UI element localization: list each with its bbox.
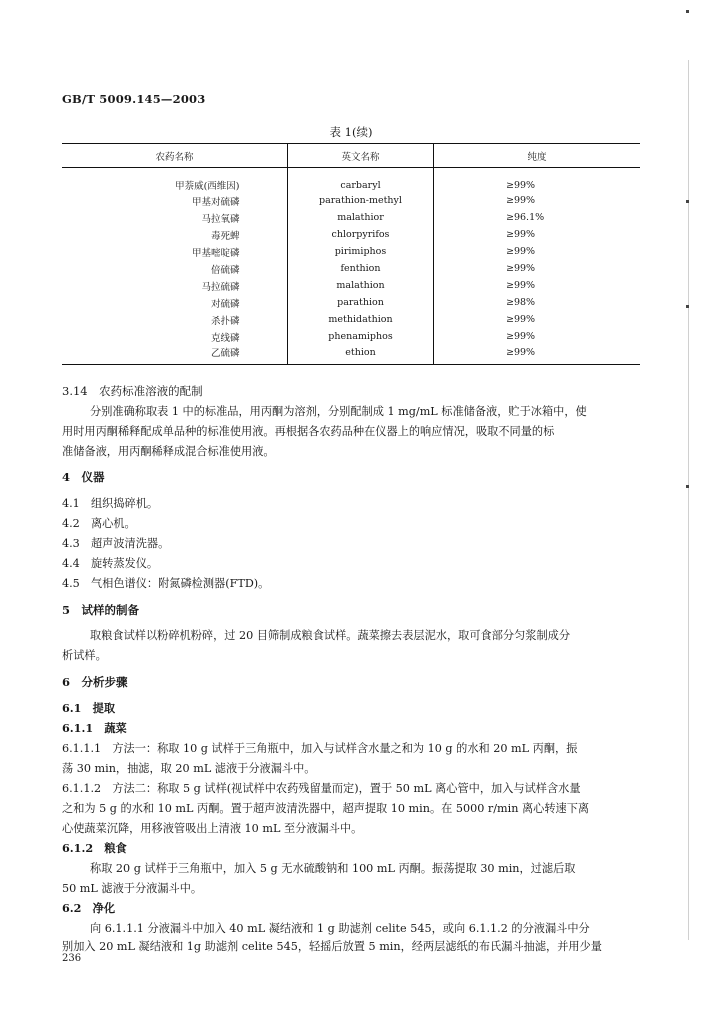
cell-en-name: malathion xyxy=(288,277,434,294)
cell-cn-name xyxy=(62,260,288,277)
cn-name-text: 甲基嘧啶磷 xyxy=(191,247,240,259)
purity-text: ≥98% xyxy=(506,297,536,308)
purity-text: ≥99% xyxy=(506,263,536,274)
paragraph-line: 6.1.1.1 方法一：称取 10 g 试样于三角瓶中，加入与试样含水量之和为 10 g 的水和 20 mL 丙酮，振 xyxy=(62,742,578,755)
cell-en-name: ethion xyxy=(288,345,434,365)
cell-purity xyxy=(434,209,641,226)
table-row xyxy=(62,328,640,345)
cell-en-name: carbaryl xyxy=(288,168,434,193)
table-row xyxy=(62,209,640,226)
cell-purity xyxy=(434,226,641,243)
cn-name-text: 马拉硫磷 xyxy=(201,281,240,293)
list-item: 4.3 超声波清洗器。 xyxy=(62,537,170,550)
table-row xyxy=(62,260,640,277)
paragraph-line: 50 mL 滤液于分液漏斗中。 xyxy=(62,882,203,895)
cell-cn-name xyxy=(62,226,288,243)
section-3-14-heading: 3.14 农药标准溶液的配制 xyxy=(62,384,203,398)
cell-cn-name xyxy=(62,328,288,345)
cell-cn-name xyxy=(62,243,288,260)
col-header-purity: 纯度 xyxy=(434,144,641,168)
cn-name-text: 乙硫磷 xyxy=(210,348,240,359)
cell-cn-name xyxy=(62,209,288,226)
section-6-1-1-heading: 6.1.1 蔬菜 xyxy=(62,721,127,735)
page-number: 236 xyxy=(62,953,82,964)
cell-cn-name xyxy=(62,294,288,311)
cell-purity xyxy=(434,328,641,345)
cn-name-text: 甲基对硫磷 xyxy=(191,196,240,208)
cell-purity xyxy=(434,345,641,365)
cn-name-text: 马拉氧磷 xyxy=(201,213,240,225)
purity-text: ≥99% xyxy=(506,195,536,206)
section-6-1-2-heading: 6.1.2 粮食 xyxy=(62,841,127,855)
cell-purity xyxy=(434,243,641,260)
cell-purity xyxy=(434,260,641,277)
section-6-2-heading: 6.2 净化 xyxy=(62,901,116,915)
cell-en-name: parathion-methyl xyxy=(288,192,434,209)
table-row xyxy=(62,311,640,328)
cell-en-name: parathion xyxy=(288,294,434,311)
cell-en-name: methidathion xyxy=(288,311,434,328)
section-5-heading: 5 试样的制备 xyxy=(62,603,140,617)
cell-en-name: fenthion xyxy=(288,260,434,277)
paragraph-line: 取粮食试样以粉碎机粉碎，过 20 目筛制成粮食试样。蔬菜擦去表层泥水，取可食部分匀浆制成分 xyxy=(90,629,571,642)
section-6-1-heading: 6.1 提取 xyxy=(62,701,116,715)
scan-edge-line xyxy=(688,60,689,940)
cell-cn-name xyxy=(62,192,288,209)
cell-en-name: chlorpyrifos xyxy=(288,226,434,243)
paragraph-line: 荡 30 min，抽滤，取 20 mL 滤液于分液漏斗中。 xyxy=(62,762,316,775)
standard-id: GB/T 5009.145—2003 xyxy=(62,92,206,106)
paragraph-line: 别加入 20 mL 凝结液和 1g 助滤剂 celite 545，轻摇后放置 5 min，经两层滤纸的布氏漏斗抽滤，并用少量 xyxy=(62,940,602,953)
cell-en-name: phenamiphos xyxy=(288,328,434,345)
purity-text: ≥99% xyxy=(506,280,536,291)
scan-speck xyxy=(686,485,689,488)
cell-en-name: pirimiphos xyxy=(288,243,434,260)
section-4-heading: 4 仪器 xyxy=(62,470,105,484)
paragraph-line: 向 6.1.1.1 分液漏斗中加入 40 mL 凝结液和 1 g 助滤剂 celite 545，或向 6.1.1.2 的分液漏斗中分 xyxy=(90,922,590,935)
list-item: 4.4 旋转蒸发仪。 xyxy=(62,557,159,570)
purity-text: ≥99% xyxy=(506,314,536,325)
table-row xyxy=(62,243,640,260)
paragraph-line: 准储备液，用丙酮稀释成混合标准使用液。 xyxy=(62,445,275,458)
cn-name-text: 毒死蜱 xyxy=(210,230,240,242)
purity-text: ≥96.1% xyxy=(506,212,545,223)
cell-en-name: malathior xyxy=(288,209,434,226)
cell-cn-name xyxy=(62,345,288,365)
cell-purity xyxy=(434,294,641,311)
cell-cn-name xyxy=(62,277,288,294)
scan-speck xyxy=(686,305,689,308)
cn-name-text: 甲萘威(西维因) xyxy=(175,181,240,192)
paragraph-line: 6.1.1.2 方法二：称取 5 g 试样(视试样中农药残留量而定)，置于 50 mL 离心管中，加入与试样含水量 xyxy=(62,782,581,795)
cell-purity xyxy=(434,311,641,328)
table-row xyxy=(62,192,640,209)
table-caption: 表 1(续) xyxy=(329,125,373,139)
table-row xyxy=(62,168,640,193)
paragraph-line: 分别准确称取表 1 中的标准品，用丙酮为溶剂，分别配制成 1 mg/mL 标准储备液，贮于冰箱中，使 xyxy=(90,405,587,418)
table-row xyxy=(62,226,640,243)
purity-text: ≥99% xyxy=(506,346,536,358)
cell-cn-name xyxy=(62,311,288,328)
paragraph-line: 心使蔬菜沉降，用移液管吸出上清液 10 mL 至分液漏斗中。 xyxy=(62,822,363,835)
cn-name-text: 杀扑磷 xyxy=(210,315,240,327)
table-header-row xyxy=(62,144,640,168)
purity-text: ≥99% xyxy=(506,179,536,191)
list-item: 4.1 组织捣碎机。 xyxy=(62,497,159,510)
paragraph-line: 析试样。 xyxy=(62,649,107,662)
pesticide-table xyxy=(62,143,640,365)
cell-cn-name xyxy=(62,168,288,193)
purity-text: ≥99% xyxy=(506,331,536,342)
list-item: 4.2 离心机。 xyxy=(62,517,136,530)
paragraph-line: 之和为 5 g 的水和 10 mL 丙酮。置于超声波清洗器中，超声提取 10 min。在 5000 r/min 离心转速下离 xyxy=(62,802,590,815)
cn-name-text: 倍硫磷 xyxy=(210,264,240,276)
cell-purity xyxy=(434,277,641,294)
section-6-heading: 6 分析步骤 xyxy=(62,675,128,689)
paragraph-line: 用时用丙酮稀释配成单品种的标准使用液。再根据各农药品种在仪器上的响应情况，吸取不同量的标 xyxy=(62,425,555,438)
col-header-en-name: 英文名称 xyxy=(288,144,434,168)
col-header-cn-name: 农药名称 xyxy=(62,144,288,168)
table-row xyxy=(62,277,640,294)
table-row xyxy=(62,294,640,311)
cn-name-text: 对硫磷 xyxy=(210,298,240,310)
purity-text: ≥99% xyxy=(506,246,536,257)
purity-text: ≥99% xyxy=(506,229,536,240)
table-row xyxy=(62,345,640,365)
cell-purity xyxy=(434,192,641,209)
paragraph-line: 称取 20 g 试样于三角瓶中，加入 5 g 无水硫酸钠和 100 mL 丙酮。振荡提取 30 min，过滤后取 xyxy=(90,862,576,875)
cn-name-text: 克线磷 xyxy=(210,332,240,344)
list-item: 4.5 气相色谱仪：附氮磷检测器(FTD)。 xyxy=(62,577,270,590)
scan-speck xyxy=(686,10,689,13)
scan-speck xyxy=(686,200,689,203)
cell-purity xyxy=(434,168,641,193)
